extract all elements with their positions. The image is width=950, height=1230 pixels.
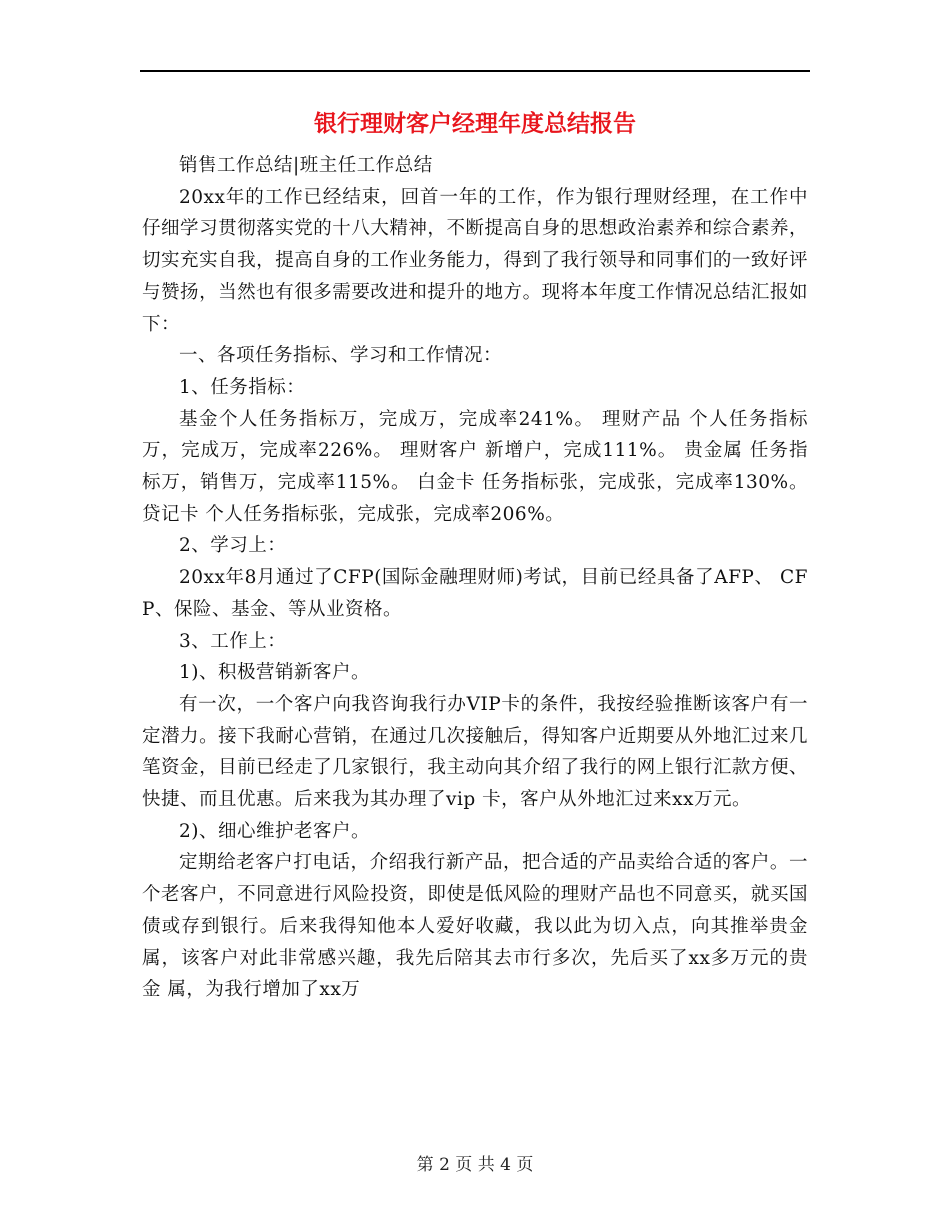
heading-task-metrics: 1、任务指标： (179, 376, 306, 398)
page-number: 第 2 页 共 4 页 (416, 1155, 534, 1175)
heading-new-customers: 1)、积极营销新客户。 (179, 662, 370, 684)
page-footer (0, 1153, 950, 1177)
paragraph-old-customers: 定期给老客户打电话，介绍我行新产品，把合适的产品卖给合适的客户。一 个老客户，不同意进行风险投资，即使是低风险的理财产品也不同意买，就买国 债或存到银行。后来我得知他本人爱好收藏，我以此为切入点，向其推举贵金属，该客户对此非常感兴趣，我先后陪其去市行多次，先后买了xx多万元的贵金 属，为我行增加了xx万 (142, 852, 808, 1001)
paragraph-category: 销售工作总结|班主任工作总结 (179, 155, 433, 176)
paragraph-new-customers: 有一次，一个客户向我咨询我行办VIP卡的条件，我按经验推断该客户有一 定潜力。接下我耐心营销，在通过几次接触后，得知客户近期要从外地汇过来几 笔资金，目前已经走了几家银行，我主动向其介绍了我行的网上银行汇款方便、 快捷、而且优惠。后来我为其办理了vip 卡，客户从外地汇过来xx万元。 (142, 693, 808, 811)
document-title: 银行理财客户经理年度总结报告 (314, 111, 636, 137)
paragraph-intro: 20xx年的工作已经结束，回首一年的工作，作为银行理财经理，在工作中仔细学习贯彻落实党的十八大精神，不断提高自身的思想政治素养和综合素养，切实充实自我，提高自身的工作业务能力，得到了我行领导和同事们的一致好评与赞扬，当然也有很多需要改进和提升的地方。现将本年度工作情况总结汇报如下： (142, 186, 808, 335)
heading-study: 2、学习上： (179, 535, 287, 557)
heading-section-1: 一、各项任务指标、学习和工作情况： (179, 345, 503, 367)
paragraph-task-metrics: 基金个人任务指标万，完成万，完成率241%。 理财产品 个人任务指标万，完成万，完成率226%。 理财客户 新增户，完成111%。 贵金属 任务指标万，销售万，完成率115%。 白金卡 任务指标张，完成张，完成率130%。贷记卡 个人任务指标张，完成张，完成率206%。 (142, 408, 808, 525)
heading-work: 3、工作上： (179, 630, 287, 652)
paragraph-study: 20xx年8月通过了CFP(国际金融理财师)考试，目前已经具备了AFP、 CFP、保险、基金、等从业资格。 (142, 567, 808, 620)
header-rule (140, 70, 810, 72)
heading-old-customers: 2)、细心维护老客户。 (179, 820, 370, 842)
document-body (142, 150, 808, 1006)
